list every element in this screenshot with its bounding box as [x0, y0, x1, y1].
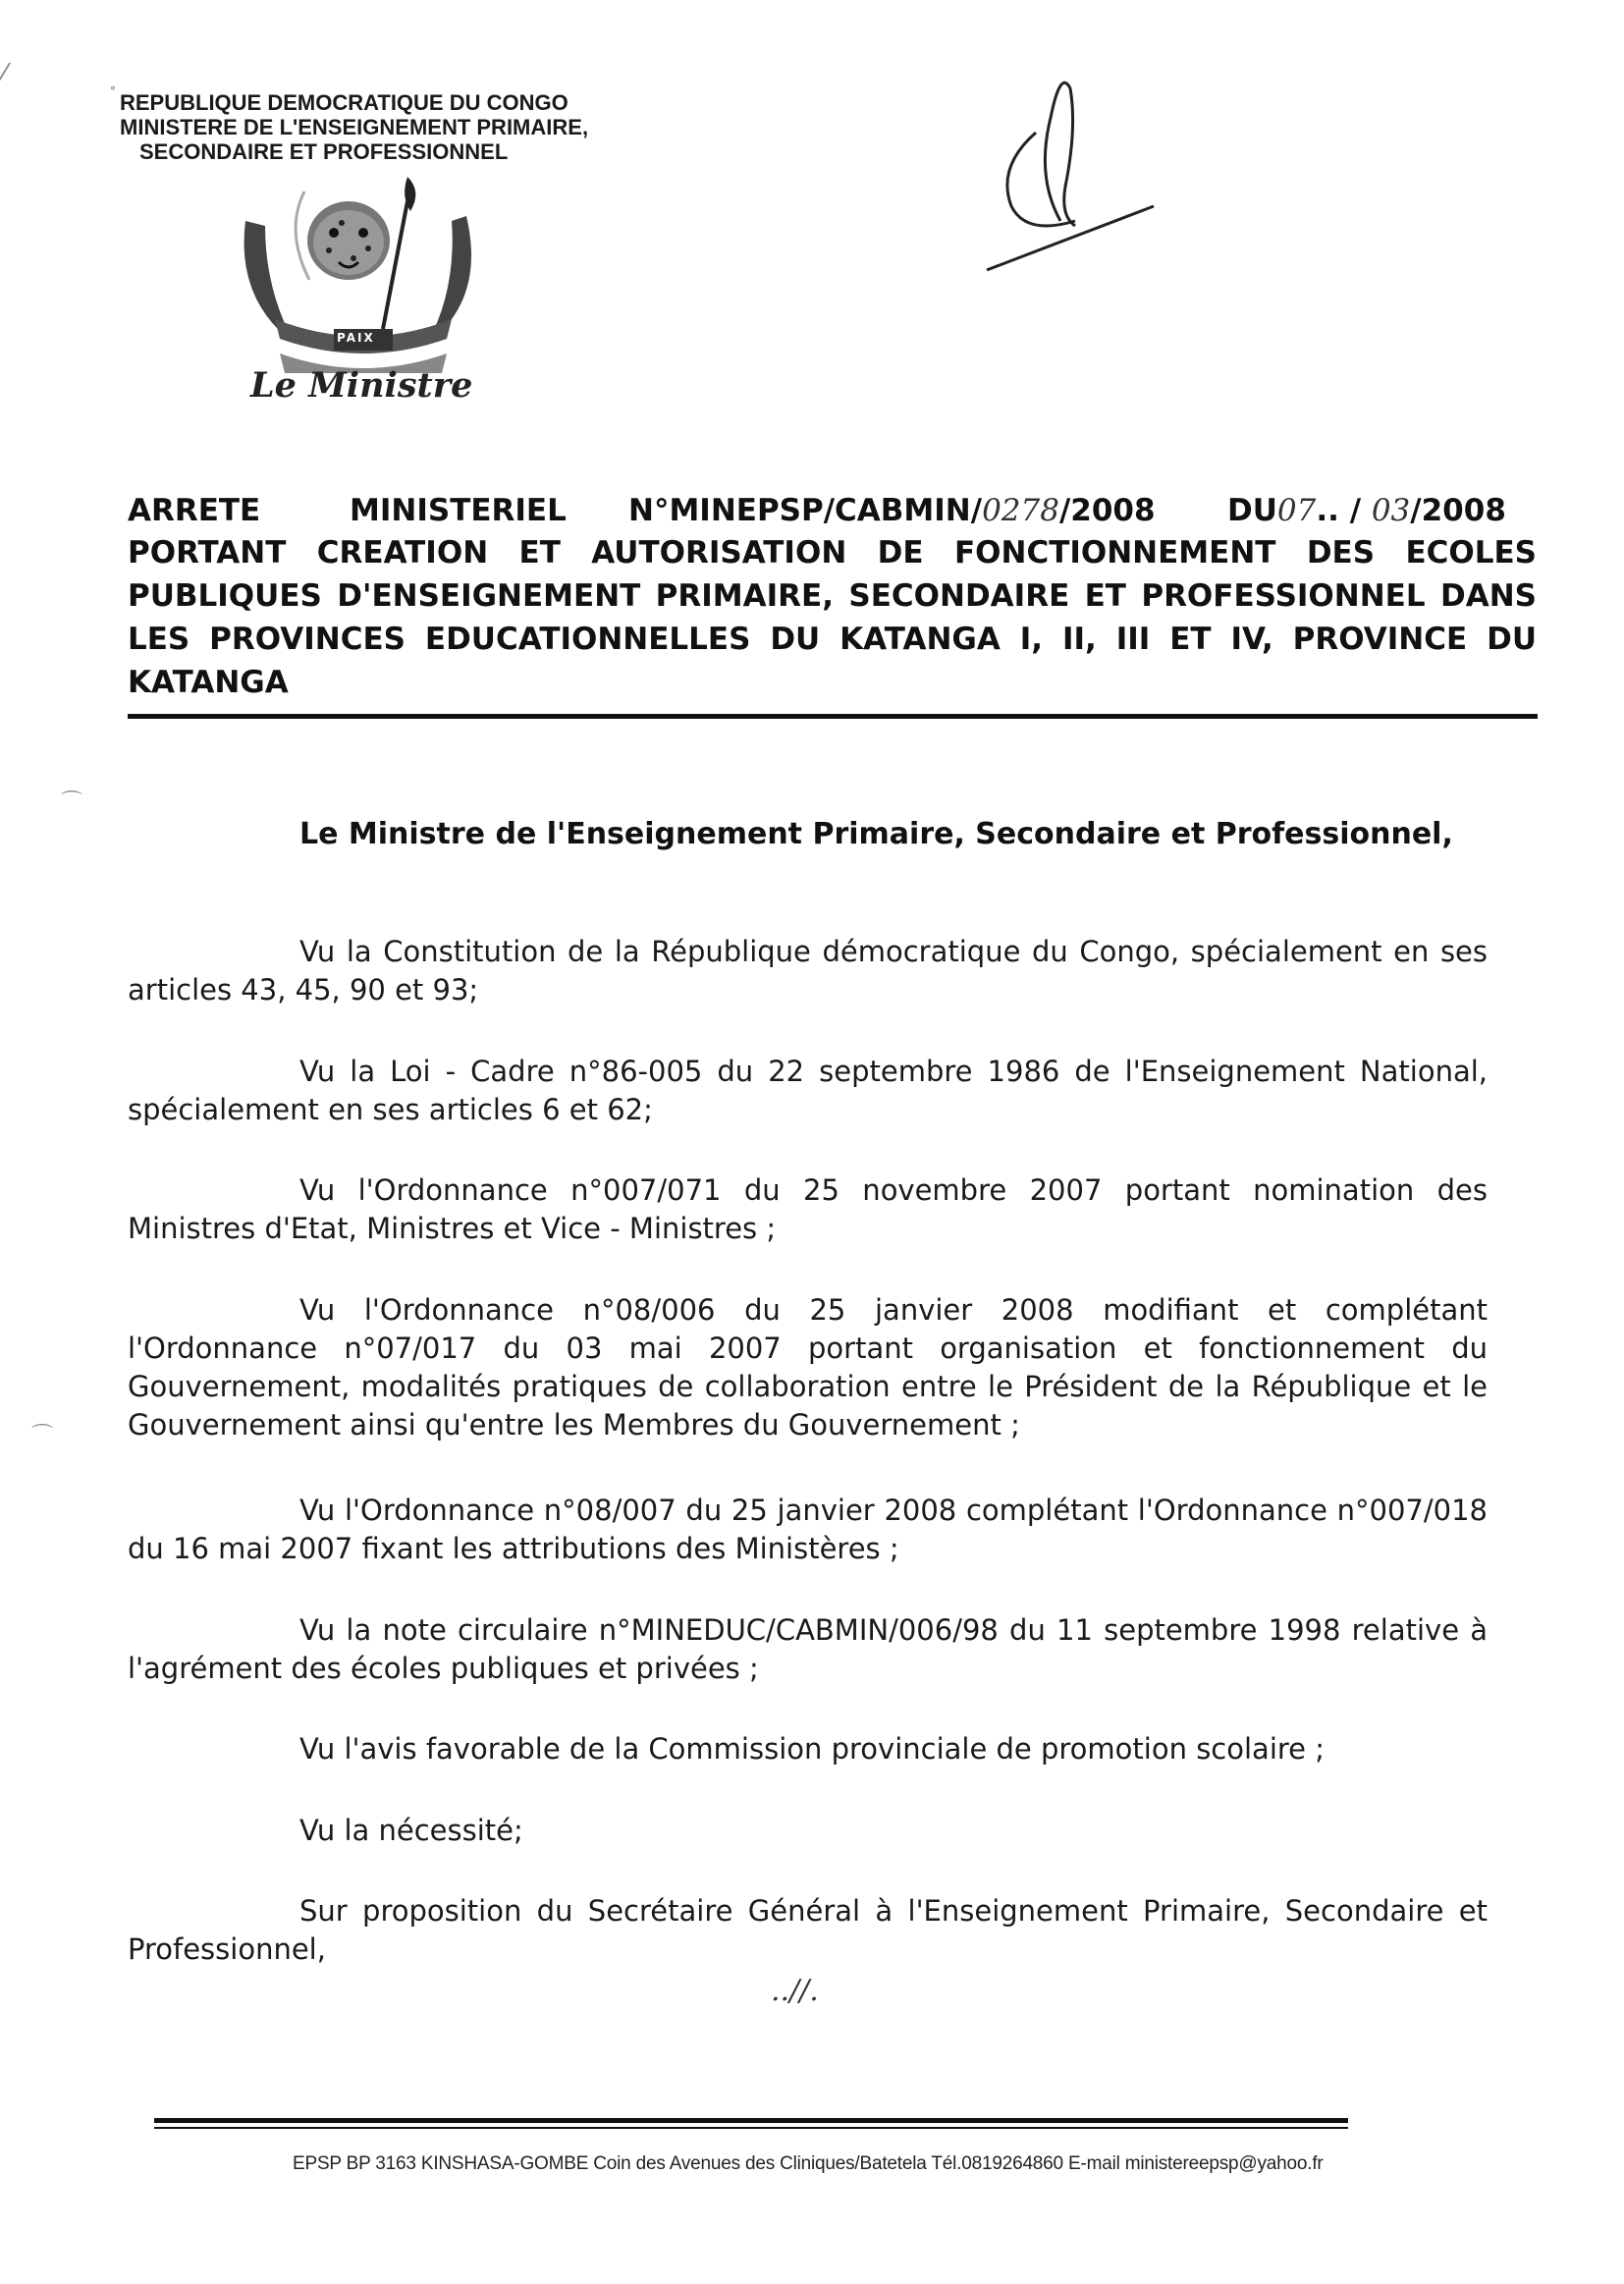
- margin-mark: ⌒: [31, 1424, 54, 1448]
- margin-mark: ⁄: [2, 59, 7, 88]
- recital-loi-cadre: Vu la Loi - Cadre n°86-005 du 22 septembre 1986 de l'Enseignement National, spécialement en ses articles 6 et 62;: [128, 1055, 1488, 1126]
- title-line-4: LES PROVINCES EDUCATIONNELLES DU KATANGA I, II, III ET IV, PROVINCE DU: [128, 622, 1537, 657]
- handwritten-initial: [967, 59, 1164, 285]
- scan-mark: °: [110, 84, 116, 98]
- minister-heading: Le Ministre de l'Enseignement Primaire, Secondaire et Professionnel,: [299, 817, 1453, 851]
- title-arrete: ARRETE: [128, 493, 261, 528]
- minister-title-script: Le Ministre: [250, 365, 473, 406]
- title-divider: [128, 714, 1538, 719]
- title-line-5: KATANGA: [128, 665, 289, 700]
- emblem-motto: PAIX: [337, 331, 375, 345]
- coat-of-arms-emblem: [236, 172, 491, 378]
- recital-proposition: Sur proposition du Secrétaire Général à l'Enseignement Primaire, Secondaire et Professionnel,: [128, 1894, 1488, 1966]
- letterhead-country: REPUBLIQUE DEMOCRATIQUE DU CONGO: [120, 90, 568, 115]
- title-line-2: PORTANT CREATION ET AUTORISATION DE FONCTIONNEMENT DES ECOLES: [128, 535, 1537, 571]
- letterhead-ministry-cont: SECONDAIRE ET PROFESSIONNEL: [139, 139, 509, 164]
- page-continuation-mark: ..//.: [771, 1974, 819, 2008]
- decree-number-handwritten: 0278: [982, 493, 1059, 528]
- letterhead-ministry: MINISTERE DE L'ENSEIGNEMENT PRIMAIRE,: [120, 115, 589, 139]
- decree-date-day: 07: [1276, 493, 1317, 528]
- title-ministeriel: MINISTERIEL: [350, 493, 567, 528]
- recital-necessite: Vu la nécessité;: [299, 1814, 523, 1847]
- recital-ordonnance-nomination: Vu l'Ordonnance n°007/071 du 25 novembre 2007 portant nomination des Ministres d'Etat, Ministres et Vice - Ministres ;: [128, 1173, 1488, 1245]
- footer-rule-thin: [154, 2127, 1348, 2129]
- footer-rule: [154, 2118, 1348, 2123]
- title-line-3: PUBLIQUES D'ENSEIGNEMENT PRIMAIRE, SECONDAIRE ET PROFESSIONNEL DANS: [128, 578, 1537, 614]
- footer-address: EPSP BP 3163 KINSHASA-GOMBE Coin des Avenues des Cliniques/Batetela Tél.0819264860 E-mail ministereepsp@yahoo.fr: [293, 2153, 1324, 2174]
- recital-ordonnance-organisation: Vu l'Ordonnance n°08/006 du 25 janvier 2008 modifiant et complétant l'Ordonnance n°07/017 du 03 mai 2007 portant organisation et fonctionnement du Gouvernement, modalités pratiques de collaboration entre le Président de la République et le Gouvernement ainsi qu'entre les Membres du Gouvernement ;: [128, 1293, 1488, 1441]
- margin-mark: ⌒: [61, 790, 83, 815]
- recital-ordonnance-attributions: Vu l'Ordonnance n°08/007 du 25 janvier 2008 complétant l'Ordonnance n°007/018 du 16 mai 2007 fixant les attributions des Ministères ;: [128, 1494, 1488, 1565]
- decree-date-month: 03: [1371, 493, 1411, 528]
- recital-constitution: Vu la Constitution de la République démocratique du Congo, spécialement en ses articles 43, 45, 90 et 93;: [128, 935, 1488, 1006]
- recital-avis-commission: Vu l'avis favorable de la Commission provinciale de promotion scolaire ;: [299, 1732, 1325, 1766]
- recital-note-circulaire: Vu la note circulaire n°MINEDUC/CABMIN/006/98 du 11 septembre 1998 relative à l'agrément des écoles publiques et privées ;: [128, 1613, 1488, 1685]
- decree-date: DU07.. / 03/2008: [1227, 493, 1506, 528]
- decree-number: N°MINEPSP/CABMIN/0278/2008: [628, 493, 1156, 528]
